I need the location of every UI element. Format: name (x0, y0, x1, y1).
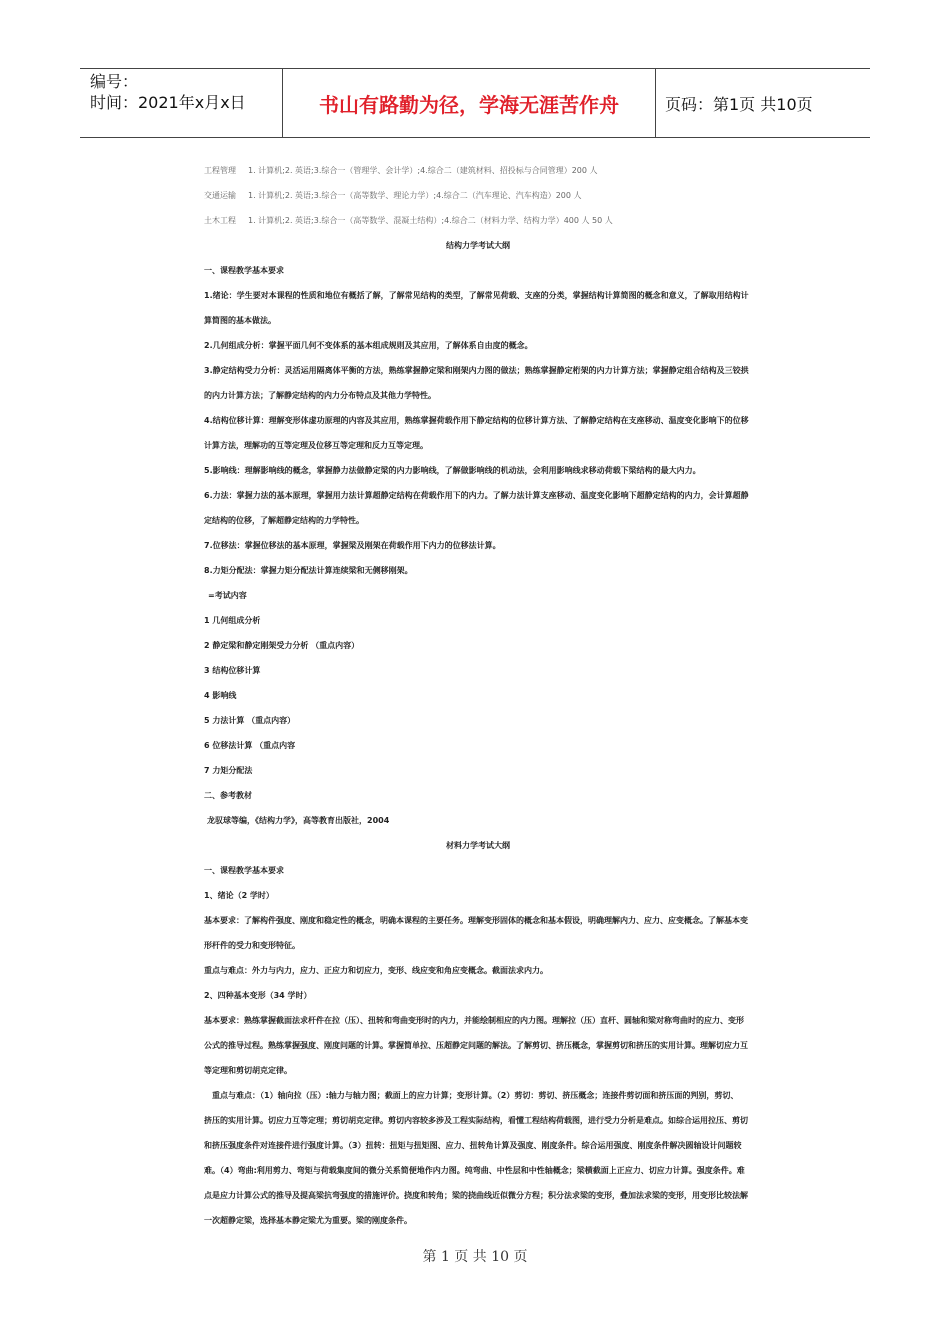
requirement-line: 3.静定结构受力分析：灵活运用隔离体平衡的方法，熟练掌握静定梁和刚架内力图的做法；熟练掌握静定桁架的内力计算方法；掌握静定组合结构及三铰拱 (204, 366, 749, 375)
major-name: 交通运输 (204, 191, 236, 200)
structural-title: 结构力学考试大纲 (446, 241, 510, 250)
page-header (80, 68, 870, 138)
exam-item: 2 静定梁和静定刚架受力分析 （重点内容） (204, 641, 360, 650)
major-name: 土木工程 (204, 216, 236, 225)
materials-line: 等定理和剪切胡克定律。 (204, 1066, 292, 1075)
exam-item: 3 结构位移计算 (204, 666, 261, 675)
materials-line: 挤压的实用计算。切应力互等定理；剪切胡克定律。剪切内容较多涉及工程实际结构，看懂工程结构荷载图，进行受力分析是难点。如综合运用拉压、剪切 (204, 1116, 748, 1125)
exam-item: 5 力法计算 （重点内容） (204, 716, 296, 725)
materials-line: 点是应力计算公式的推导及提高梁抗弯强度的措施评价。挠度和转角；梁的挠曲线近似微分方程；积分法求梁的变形，叠加法求梁的变形，用变形比较法解 (204, 1191, 748, 1200)
requirement-line: 2.几何组成分析：掌握平面几何不变体系的基本组成规则及其应用，了解体系自由度的概念。 (204, 341, 533, 350)
requirement-line: 7.位移法：掌握位移法的基本原理，掌握梁及刚架在荷载作用下内力的位移法计算。 (204, 541, 501, 550)
requirement-line: 5.影响线：理解影响线的概念，掌握静力法做静定梁的内力影响线，了解做影响线的机动法，会利用影响线求移动荷载下梁结构的最大内力。 (204, 466, 701, 475)
major-name: 工程管理 (204, 166, 236, 175)
materials-line: 重点与难点：（1）轴向拉（压）:轴力与轴力图；截面上的应力计算；变形计算。（2）剪切：剪切、挤压概念；连接件剪切面和挤压面的判别，剪切、 (212, 1091, 739, 1100)
header-page-label: 页码：第1页 共10页 (665, 94, 813, 114)
structural-section-requirements: 一、课程教学基本要求 (204, 266, 284, 275)
requirement-line: 8.力矩分配法：掌握力矩分配法计算连续梁和无侧移刚架。 (204, 566, 413, 575)
requirement-line: 的内力计算方法；了解静定结构的内力分布特点及其他力学特性。 (204, 391, 436, 400)
exam-content-list (204, 608, 752, 783)
majors-list (204, 158, 752, 233)
requirement-line: 6.力法：掌握力法的基本原理，掌握用力法计算超静定结构在荷载作用下的内力。了解力法计算支座移动、温度变化影响下超静定结构的内力，会计算超静 (204, 491, 749, 500)
header-motto: 书山有路勤为径，学海无涯苦作舟 (283, 69, 656, 137)
requirement-line: 定结构的位移，了解超静定结构的力学特性。 (204, 516, 364, 525)
structural-requirements (204, 283, 752, 583)
structural-section-textbook: 二、参考教材 (204, 791, 252, 800)
document-time-label: 时间：2021年x月x日 (90, 93, 246, 112)
document-number-label: 编号： (90, 72, 139, 91)
materials-line: 和挤压强度条件对连接件进行强度计算。（3）扭转：扭矩与扭矩图、应力、扭转角计算及强度、刚度条件。综合运用强度、刚度条件解决圆轴设计问题较 (204, 1141, 742, 1150)
exam-item: 1 几何组成分析 (204, 616, 261, 625)
exam-item: 6 位移法计算 （重点内容 (204, 741, 296, 750)
requirement-line: 计算方法，理解功的互等定理及位移互等定理和反力互等定理。 (204, 441, 428, 450)
exam-item: 4 影响线 (204, 691, 237, 700)
materials-requirements (204, 883, 752, 1233)
materials-line: 基本要求：了解构件强度、刚度和稳定性的概念，明确本课程的主要任务。理解变形固体的概念和基本假设，明确理解内力、应力、应变概念。了解基本变 (204, 916, 748, 925)
materials-line: 形杆件的受力和变形特征。 (204, 941, 300, 950)
page-footer: 第 1 页 共 10 页 (422, 1249, 528, 1265)
major-subjects: 1. 计算机;2. 英语;3.综合一（高等数学、混凝土结构）;4.综合二（材料力学、结构力学）400 人 50 人 (248, 216, 613, 225)
major-row (204, 183, 752, 208)
structural-textbook: 龙驭球等编，《结构力学》，高等教育出版社，2004 (207, 816, 390, 825)
document-body (204, 158, 752, 1233)
materials-section-requirements: 一、课程教学基本要求 (204, 866, 284, 875)
materials-line: 基本要求：熟练掌握截面法求杆件在拉（压）、扭转和弯曲变形时的内力，并能绘制相应的内力图。理解拉（压）直杆、圆轴和梁对称弯曲时的应力、变形 (204, 1016, 744, 1025)
major-subjects: 1. 计算机;2. 英语;3.综合一（高等数学、理论力学）;4.综合二（汽车理论、汽车构造）200 人 (248, 191, 582, 200)
materials-line: 重点与难点：外力与内力，应力、正应力和切应力，变形、线应变和角应变概念。截面法求内力。 (204, 966, 548, 975)
materials-line: 2、四种基本变形（34 学时） (204, 991, 312, 1000)
materials-line: 难。（4）弯曲:利用剪力、弯矩与荷载集度间的微分关系简便地作内力图。纯弯曲、中性层和中性轴概念；梁横截面上正应力、切应力计算。强度条件。难 (204, 1166, 745, 1175)
exam-item: 7 力矩分配法 (204, 766, 253, 775)
materials-line: 公式的推导过程。熟练掌握强度、刚度问题的计算。掌握简单拉、压超静定问题的解法。了解剪切、挤压概念，掌握剪切和挤压的实用计算。理解切应力互 (204, 1041, 748, 1050)
materials-line: 1、绪论（2 学时） (204, 891, 274, 900)
major-subjects: 1. 计算机;2. 英语;3.综合一（管理学、会计学）;4.综合二（建筑材料、招投标与合同管理）200 人 (248, 166, 598, 175)
exam-content-heading: =考试内容 (208, 591, 247, 600)
requirement-line: 算简图的基本做法。 (204, 316, 276, 325)
materials-title: 材料力学考试大纲 (446, 841, 510, 850)
materials-line: 一次超静定梁，选择基本静定梁尤为重要。梁的刚度条件。 (204, 1216, 412, 1225)
requirement-line: 1.绪论：学生要对本课程的性质和地位有概括了解，了解常见结构的类型，了解常见荷载、支座的分类，掌握结构计算简图的概念和意义，了解取用结构计 (204, 291, 749, 300)
requirement-line: 4.结构位移计算：理解变形体虚功原理的内容及其应用，熟练掌握荷载作用下静定结构的位移计算方法、了解静定结构在支座移动、温度变化影响下的位移 (204, 416, 749, 425)
header-left-cell (80, 69, 283, 137)
major-row (204, 208, 752, 233)
major-row (204, 158, 752, 183)
